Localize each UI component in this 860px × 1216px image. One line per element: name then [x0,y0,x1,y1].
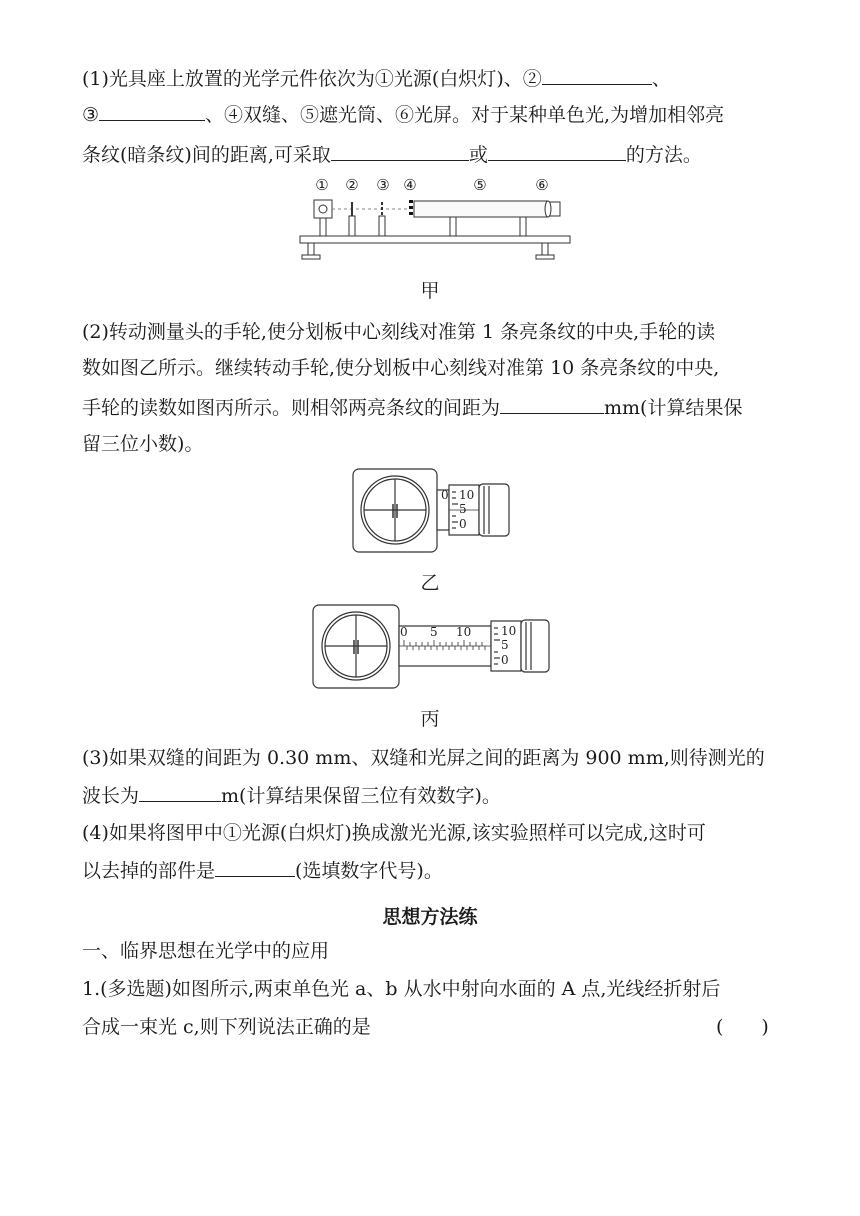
label-6: ⑥ [535,176,549,194]
section-title: 思想方法练 [382,906,478,928]
drum-tick-5: 5 [459,502,467,516]
optical-rail [300,236,570,243]
answer-blank-spacing[interactable] [500,395,604,414]
drum-tick-10: 10 [501,624,517,638]
answer-blank-removable[interactable] [215,858,295,877]
q2-line4: 留三位小数)。 [82,433,204,455]
label-1: ① [315,176,329,194]
q2-line1: (2)转动测量头的手轮,使分划板中心刻线对准第 1 条亮条纹的中央,手轮的读 [82,321,716,343]
drum-tick-0: 0 [501,653,509,667]
caption-yi: 乙 [420,572,440,594]
label-2: ② [345,176,359,194]
p1-line1: 1.(多选题)如图所示,两束单色光 a、b 从水中射向水面的 A 点,光线经折射后 [82,978,721,1000]
q2-line2: 数如图乙所示。继续转动手轮,使分划板中心刻线对准第 10 条亮条纹的中央, [82,357,720,379]
drum-tick-10: 10 [459,488,475,502]
micrometer-yi-figure [352,468,512,554]
q1-line1: (1)光具座上放置的光学元件依次为①光源(白炽灯)、② 、 [82,68,671,90]
micrometer-bing-figure [312,604,552,690]
p1-line2: 合成一束光 c,则下列说法正确的是 [82,1016,371,1038]
light-shield-tube [414,201,548,217]
optical-bench-figure [290,172,580,268]
drum-tick-5: 5 [501,638,509,652]
main-scale-0: 0 [400,625,408,639]
subsection-title: 一、临界思想在光学中的应用 [82,940,330,962]
q4-line2: 以去掉的部件是 (选填数字代号)。 [82,860,443,882]
q3-line2: 波长为 m(计算结果保留三位有效数字)。 [82,785,501,807]
q2-line3: 手轮的读数如图丙所示。则相邻两亮条纹的间距为 mm(计算结果保 [82,397,743,419]
answer-blank-2[interactable] [542,66,652,85]
q3-line1: (3)如果双缝的间距为 0.30 mm、双缝和光屏之间的距离为 900 mm,则待测光的 [82,747,765,769]
q4-line1: (4)如果将图甲中①光源(白炽灯)换成激光光源,该实验照样可以完成,这时可 [82,822,706,844]
answer-blank-wavelength[interactable] [139,783,221,802]
main-scale-5: 5 [430,625,438,639]
answer-blank-method2[interactable] [488,142,626,161]
answer-blank-method1[interactable] [331,142,469,161]
answer-paren[interactable]: ( ) [716,1016,769,1038]
answer-blank-3[interactable] [99,102,205,121]
caption-jia: 甲 [420,280,440,302]
drum-tick-0: 0 [459,517,467,531]
main-scale-zero: 0 [441,488,449,502]
caption-bing: 丙 [420,708,440,730]
q1-line2: ③ 、④双缝、⑤遮光筒、⑥光屏。对于某种单色光,为增加相邻亮 [82,104,725,126]
hand-wheel[interactable] [521,620,549,672]
q1-line3: 条纹(暗条纹)间的距离,可采取 或 的方法。 [82,144,702,166]
label-3: ③ [376,176,390,194]
label-5: ⑤ [473,176,487,194]
main-scale-10: 10 [456,625,472,639]
label-4: ④ [403,176,417,194]
light-source [314,200,332,218]
